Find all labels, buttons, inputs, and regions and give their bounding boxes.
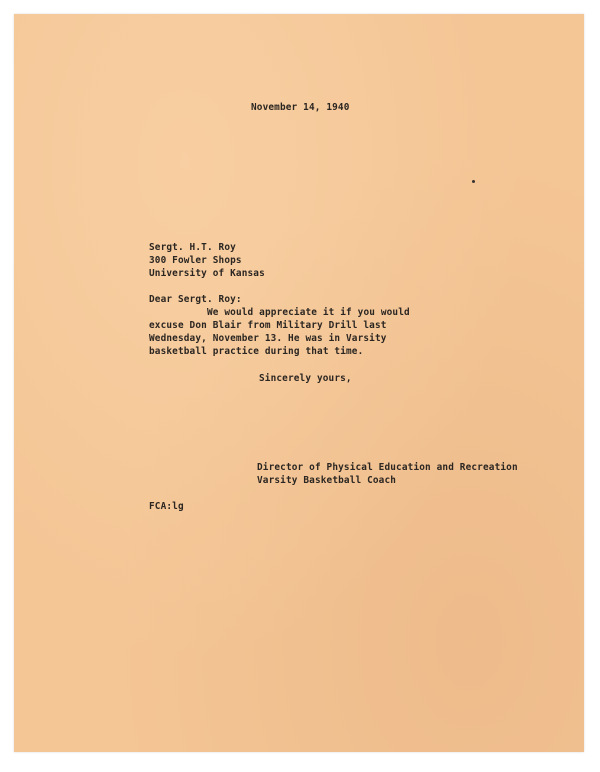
body-line: excuse Don Blair from Military Drill last (149, 320, 387, 331)
closing: Sincerely yours, (259, 373, 352, 384)
signature-title-line1: Director of Physical Education and Recreation (257, 462, 518, 473)
addressee-address-line1: 300 Fowler Shops (149, 255, 242, 266)
addressee-name: Sergt. H.T. Roy (149, 242, 236, 253)
letter-date: November 14, 1940 (251, 102, 350, 113)
typist-initials: FCA:lg (149, 501, 184, 512)
addressee-address-line2: University of Kansas (149, 268, 265, 279)
ink-speck (472, 180, 475, 183)
body-line: Wednesday, November 13. He was in Varsity (149, 333, 387, 344)
salutation: Dear Sergt. Roy: (149, 294, 242, 305)
signature-title-line2: Varsity Basketball Coach (257, 475, 397, 486)
body-line: We would appreciate it if you would (207, 307, 410, 318)
body-line: basketball practice during that time. (149, 346, 364, 357)
letter-page (14, 14, 584, 752)
